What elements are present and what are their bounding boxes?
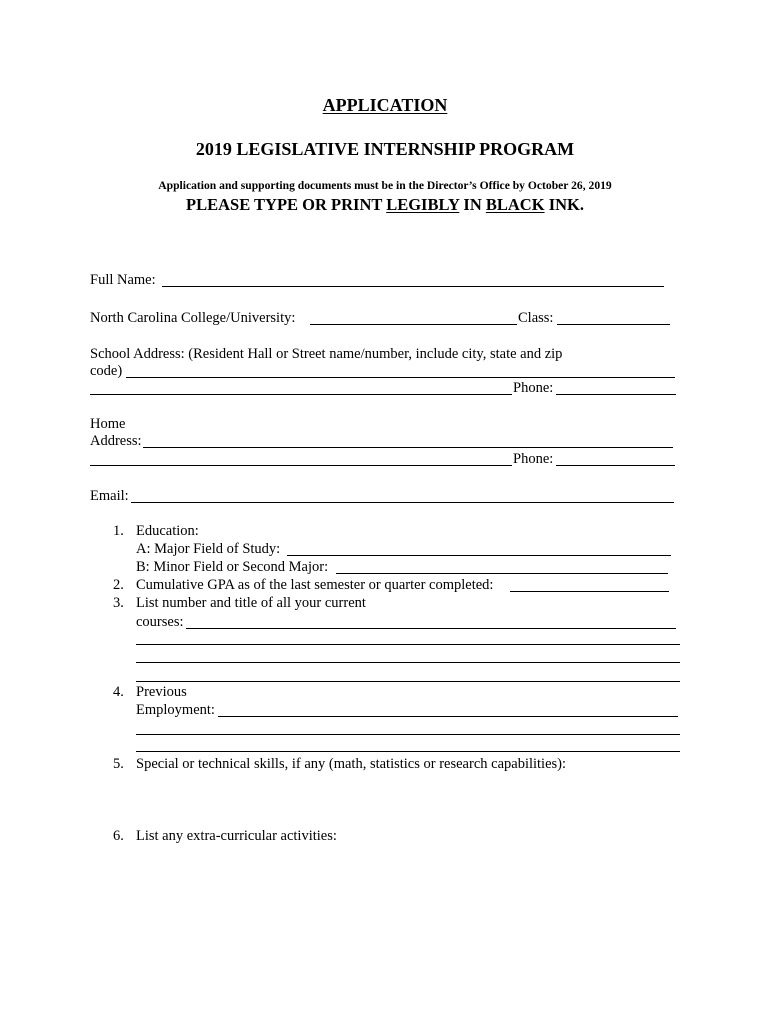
class-label: Class:	[518, 310, 554, 326]
school-address-code-label: code)	[90, 363, 123, 379]
item-number-5: 5.	[113, 756, 124, 772]
employment-label: Previous	[136, 684, 187, 700]
gpa-label: Cumulative GPA as of the last semester or quarter completed:	[136, 577, 494, 593]
minor-label: B: Minor Field or Second Major:	[136, 559, 329, 575]
skills-label: Special or technical skills, if any (math, statistics or research capabilities):	[136, 756, 567, 772]
courses-field-1[interactable]	[186, 614, 676, 629]
item-number-4: 4.	[113, 684, 124, 700]
employment-field-3[interactable]	[136, 737, 680, 752]
school-address-field-2[interactable]	[90, 380, 512, 395]
program-title: 2019 LEGISLATIVE INTERNSHIP PROGRAM	[195, 139, 575, 159]
page-title: APPLICATION	[322, 95, 448, 115]
deadline-note: Application and supporting documents must be in the Director’s Office by October 26, 2019	[158, 179, 612, 192]
major-label: A: Major Field of Study:	[136, 541, 281, 557]
college-label: North Carolina College/University:	[90, 310, 296, 326]
school-phone-field[interactable]	[556, 380, 676, 395]
education-label: Education:	[136, 523, 199, 539]
item-number-6: 6.	[113, 828, 124, 844]
employment-field-1[interactable]	[218, 702, 678, 717]
email-label: Email:	[90, 488, 129, 504]
home-address-field-2[interactable]	[90, 451, 512, 466]
employment-field-2[interactable]	[136, 720, 680, 735]
home-label: Home	[90, 416, 126, 432]
school-address-label: School Address: (Resident Hall or Street name/number, include city, state and zip	[90, 346, 563, 362]
major-field[interactable]	[287, 541, 671, 556]
home-address-field-1[interactable]	[143, 433, 673, 448]
home-phone-field[interactable]	[556, 451, 675, 466]
instruction-black: BLACK	[485, 195, 545, 214]
minor-field[interactable]	[336, 559, 668, 574]
school-phone-label: Phone:	[513, 380, 554, 396]
courses-label-2: courses:	[136, 614, 184, 630]
item-number-3: 3.	[113, 595, 124, 611]
instruction-prefix: PLEASE TYPE OR PRINT	[186, 195, 387, 214]
ink-instruction	[0, 195, 770, 215]
employment-label-2: Employment:	[136, 702, 215, 718]
item-number-1: 1.	[113, 523, 124, 539]
class-field[interactable]	[557, 310, 670, 325]
courses-field-2[interactable]	[136, 630, 680, 645]
college-field[interactable]	[310, 310, 517, 325]
instruction-suffix: INK.	[544, 195, 584, 214]
home-address-label: Address:	[90, 433, 142, 449]
gpa-field[interactable]	[510, 577, 669, 592]
instruction-in: IN	[459, 195, 486, 214]
full-name-field[interactable]	[162, 272, 664, 287]
instruction-legibly: LEGIBLY	[386, 195, 460, 214]
activities-label: List any extra-curricular activities:	[136, 828, 337, 844]
item-number-2: 2.	[113, 577, 124, 593]
courses-field-3[interactable]	[136, 648, 680, 663]
courses-label: List number and title of all your current	[136, 595, 366, 611]
full-name-label: Full Name:	[90, 272, 156, 288]
home-phone-label: Phone:	[513, 451, 554, 467]
courses-field-4[interactable]	[136, 667, 680, 682]
school-address-field-1[interactable]	[126, 363, 675, 378]
email-field[interactable]	[131, 488, 674, 503]
